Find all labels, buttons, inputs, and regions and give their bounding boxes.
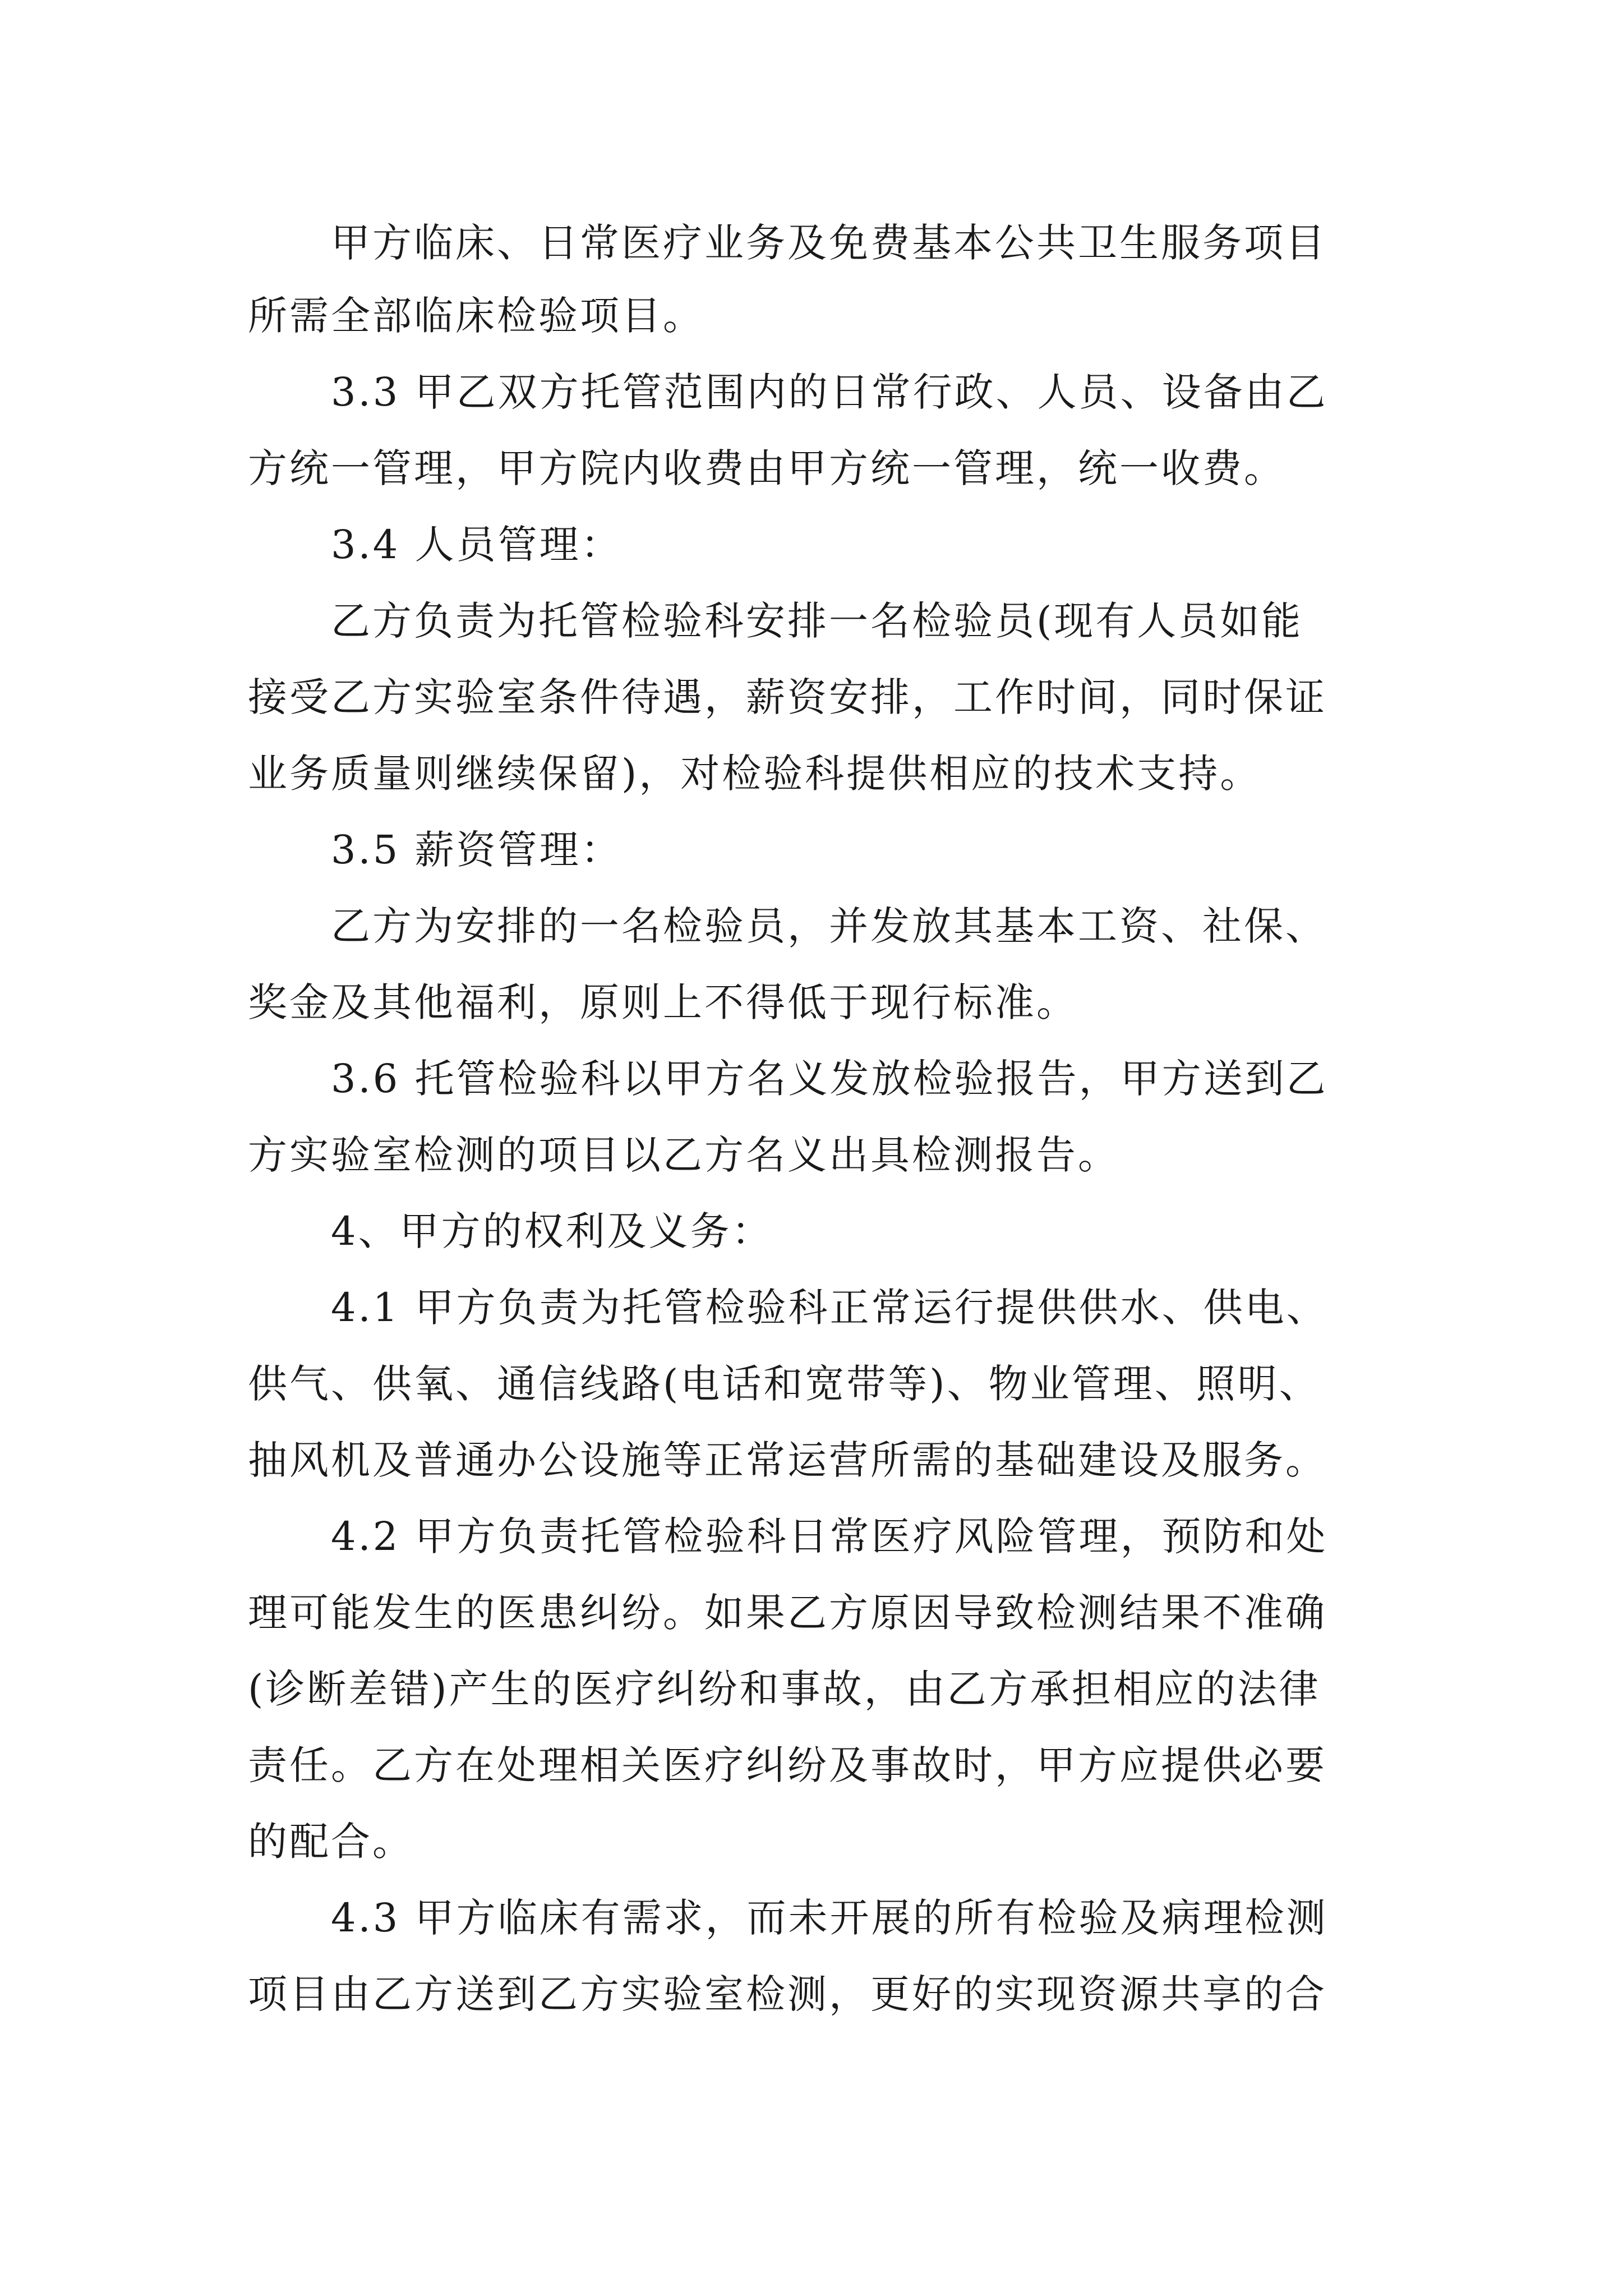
text-line: 责任。乙方在处理相关医疗纠纷及事故时，甲方应提供必要 [248, 1742, 1327, 1788]
text-line: 3.6 托管检验科以甲方名义发放检验报告，甲方送到乙 [331, 1056, 1328, 1102]
section-heading: 3.5 薪资管理： [331, 827, 623, 873]
section-heading: 4、甲方的权利及义务： [331, 1208, 773, 1254]
text-line: 所需全部临床检验项目。 [248, 293, 704, 339]
section-heading: 3.4 人员管理： [331, 522, 623, 568]
text-line: 项目由乙方送到乙方实验室检测，更好的实现资源共享的合 [248, 1971, 1327, 2017]
text-line: 乙方为安排的一名检验员，并发放其基本工资、社保、 [331, 903, 1327, 949]
text-line: 抽风机及普通办公设施等正常运营所需的基础建设及服务。 [248, 1437, 1327, 1483]
text-line: 奖金及其他福利，原则上不得低于现行标准。 [248, 979, 1078, 1025]
text-line: 的配合。 [248, 1819, 414, 1865]
text-line: 业务质量则继续保留)，对检验科提供相应的技术支持。 [248, 751, 1262, 797]
text-line: 乙方负责为托管检验科安排一名检验员(现有人员如能 [331, 598, 1303, 644]
text-line: (诊断差错)产生的医疗纠纷和事故，由乙方承担相应的法律 [248, 1666, 1321, 1712]
text-line: 4.3 甲方临床有需求，而未开展的所有检验及病理检测 [331, 1895, 1328, 1941]
text-line: 方实验室检测的项目以乙方名义出具检测报告。 [248, 1132, 1119, 1178]
text-line: 甲方临床、日常医疗业务及免费基本公共卫生服务项目 [331, 220, 1327, 266]
text-line: 供气、供氧、通信线路(电话和宽带等)、物业管理、照明、 [248, 1361, 1321, 1407]
text-line: 4.1 甲方负责为托管检验科正常运行提供供水、供电、 [331, 1285, 1328, 1331]
text-line: 3.3 甲乙双方托管范围内的日常行政、人员、设备由乙 [331, 369, 1328, 415]
text-line: 理可能发生的医患纠纷。如果乙方原因导致检测结果不准确 [248, 1590, 1327, 1636]
text-line: 4.2 甲方负责托管检验科日常医疗风险管理，预防和处 [331, 1513, 1328, 1559]
text-line: 接受乙方实验室条件待遇，薪资安排，工作时间，同时保证 [248, 674, 1327, 720]
text-line: 方统一管理，甲方院内收费由甲方统一管理，统一收费。 [248, 445, 1285, 491]
